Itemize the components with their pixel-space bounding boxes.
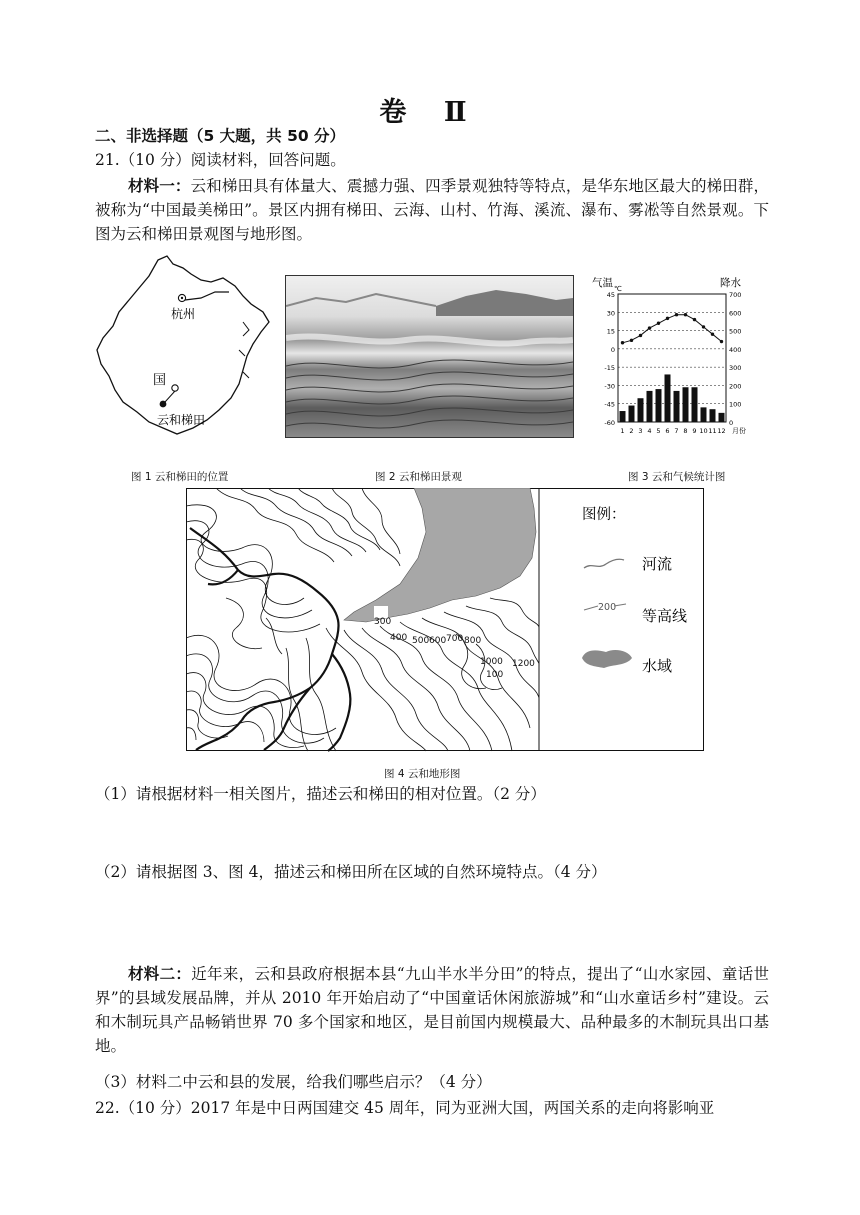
fig2-terrace-photo — [285, 275, 574, 438]
chart-x-tick-label: 2 — [629, 427, 634, 435]
chart-month-label: 月份 — [732, 427, 746, 435]
fig3-climate-chart — [590, 274, 760, 444]
chart-y2-tick-label: 600 — [729, 309, 742, 318]
chart-x-tick-label: 10 — [699, 427, 708, 435]
chart-y2-tick-label: 500 — [729, 327, 742, 336]
contour-label-1200: 1200 — [512, 659, 535, 669]
chart-x-tick-label: 5 — [656, 427, 661, 435]
chart-temp-point — [693, 318, 696, 321]
chart-temp-point — [648, 326, 651, 329]
chart-temp-points — [621, 313, 723, 344]
chart-temp-label: 气温 — [592, 277, 613, 289]
chart-y2-tick-label: 700 — [729, 291, 742, 299]
chart-x-tick-label: 7 — [674, 427, 679, 435]
fig4-caption: 图 4 云和地形图 — [384, 768, 461, 780]
chart-temp-point — [621, 341, 624, 344]
label-yunhe: 云和梯田 — [157, 413, 206, 427]
yunhe-marker — [160, 401, 167, 408]
chart-precip-bar — [719, 413, 725, 422]
chart-plot-frame — [618, 294, 726, 422]
chart-precip-bar — [710, 409, 716, 422]
material-1-text: 云和梯田具有体量大、震撼力强、四季景观独特等特点，是华东地区最大的梯田群，被称为“中国最美梯田”。景区内拥有梯田、云海、山村、竹海、溪流、瀑布、雾凇等自然景观。下图为云和梯田景观图与地形图。 — [95, 177, 769, 243]
q21-sub2: （2）请根据图 3、图 4，描述云和梯田所在区域的自然环境特点。（4 分） — [95, 863, 607, 881]
section-heading: 二、非选择题（5 大题，共 50 分） — [95, 127, 346, 145]
chart-precip-bar — [665, 374, 671, 422]
material-1 — [95, 174, 769, 246]
label-hangzhou: 杭州 — [171, 307, 196, 321]
chart-x-tick-label: 4 — [647, 427, 652, 435]
chart-y2-tick-label: 400 — [729, 345, 742, 354]
chart-y2-tick-label: 100 — [729, 400, 742, 409]
chart-precip-label: 降水 — [720, 277, 741, 289]
chart-x-tick-label: 8 — [683, 427, 688, 435]
fig1-caption: 图 1 云和梯田的位置 — [131, 471, 229, 483]
contour-label-300: 300 — [374, 617, 392, 627]
chart-precip-bars — [620, 374, 725, 422]
chart-x-tick-label: 12 — [717, 427, 726, 435]
q21-sub3: （3）材料二中云和县的发展，给我们哪些启示？（4 分） — [95, 1073, 492, 1091]
chart-precip-bar — [692, 387, 698, 422]
chart-x-tick-label: 9 — [692, 427, 697, 435]
legend-contour-sample: 200 — [598, 602, 617, 613]
chart-precip-bar — [647, 391, 653, 422]
label-guo: 国 — [153, 373, 167, 388]
chart-gridlines — [618, 294, 726, 422]
legend-title: 图例： — [582, 507, 626, 523]
contour-label-700: 700 — [446, 634, 464, 644]
chart-y-ticks — [604, 291, 615, 427]
chart-y-tick-label: 0 — [610, 345, 615, 354]
chart-y-tick-label: 30 — [606, 309, 615, 318]
fig4-topographic-map — [186, 488, 704, 752]
chart-temp-point — [675, 313, 678, 316]
legend-river-label: 河流 — [642, 555, 673, 573]
chart-precip-bar — [683, 387, 689, 422]
contour-label-600: 600 — [429, 636, 447, 646]
chart-x-tick-label: 3 — [638, 427, 643, 435]
chart-temp-unit: ℃ — [614, 285, 622, 293]
chart-precip-bar — [620, 411, 626, 422]
chart-temp-point — [720, 340, 723, 343]
contour-label-1000: 1000 — [480, 657, 503, 667]
chart-temp-point — [702, 325, 705, 328]
chart-precip-bar — [701, 407, 707, 422]
chart-temp-point — [684, 313, 687, 316]
contour-label-500: 500 — [412, 636, 430, 646]
chart-temp-point — [639, 334, 642, 337]
chart-precip-bar — [674, 391, 680, 422]
fig1-location-map — [93, 252, 283, 442]
chart-x-tick-label: 11 — [708, 427, 717, 435]
fig2-caption: 图 2 云和梯田景观 — [375, 471, 462, 483]
chart-y-tick-label: -15 — [604, 364, 615, 373]
chart-y-tick-label: -45 — [604, 400, 615, 409]
chart-precip-bar — [629, 406, 635, 422]
chart-y-tick-label: -60 — [604, 419, 615, 427]
fig3-caption: 图 3 云和气候统计图 — [628, 471, 726, 483]
chart-x-ticks — [620, 427, 725, 435]
chart-temp-point — [630, 339, 633, 342]
chart-y-tick-label: 15 — [606, 327, 615, 336]
chart-x-tick-label: 6 — [665, 427, 670, 435]
contour-label-400: 400 — [390, 633, 408, 643]
material-2 — [95, 962, 769, 1058]
paper-title: 卷 Ⅱ — [379, 97, 481, 128]
chart-y2-tick-label: 300 — [729, 364, 742, 373]
q22-intro: 22.（10 分）2017 年是中日两国建交 45 周年，同为亚洲大国，两国关系的走向将影响亚 — [95, 1099, 715, 1117]
chart-y2-tick-label: 200 — [729, 382, 742, 391]
material-1-label: 材料一： — [128, 177, 191, 195]
contour-label-100: 100 — [486, 670, 504, 680]
material-2-label: 材料二： — [128, 965, 192, 983]
chart-x-tick-label: 1 — [620, 427, 625, 435]
legend-water-label: 水域 — [642, 657, 673, 675]
q21-sub1: （1）请根据材料一相关图片，描述云和梯田的相对位置。（2 分） — [95, 785, 546, 803]
chart-temp-point — [711, 333, 714, 336]
chart-precip-bar — [638, 398, 644, 422]
q21-intro: 21.（10 分）阅读材料，回答问题。 — [95, 151, 346, 169]
contour-label-800: 800 — [464, 636, 482, 646]
chart-temp-point — [666, 317, 669, 320]
chart-y2-ticks — [729, 291, 741, 427]
chart-y-tick-label: -30 — [604, 382, 615, 391]
legend-contour-label: 等高线 — [642, 607, 688, 625]
chart-temp-point — [657, 322, 660, 325]
chart-precip-bar — [656, 389, 662, 422]
chart-temp-line — [623, 315, 722, 343]
material-2-text: 近年来，云和县政府根据本县“九山半水半分田”的特点，提出了“山水家园、童话世界”的县域发展品牌，并从 2010 年开始启动了“中国童话休闲旅游城”和“山水童话乡村”建设。云和木制玩具产品畅销世界 70 多个国家和地区，是目前国内规模最大、品种最多的木制玩具出口基地。 — [95, 965, 769, 1055]
chart-y2-tick-label: 0 — [729, 419, 734, 427]
chart-y-tick-label: 45 — [606, 291, 615, 299]
